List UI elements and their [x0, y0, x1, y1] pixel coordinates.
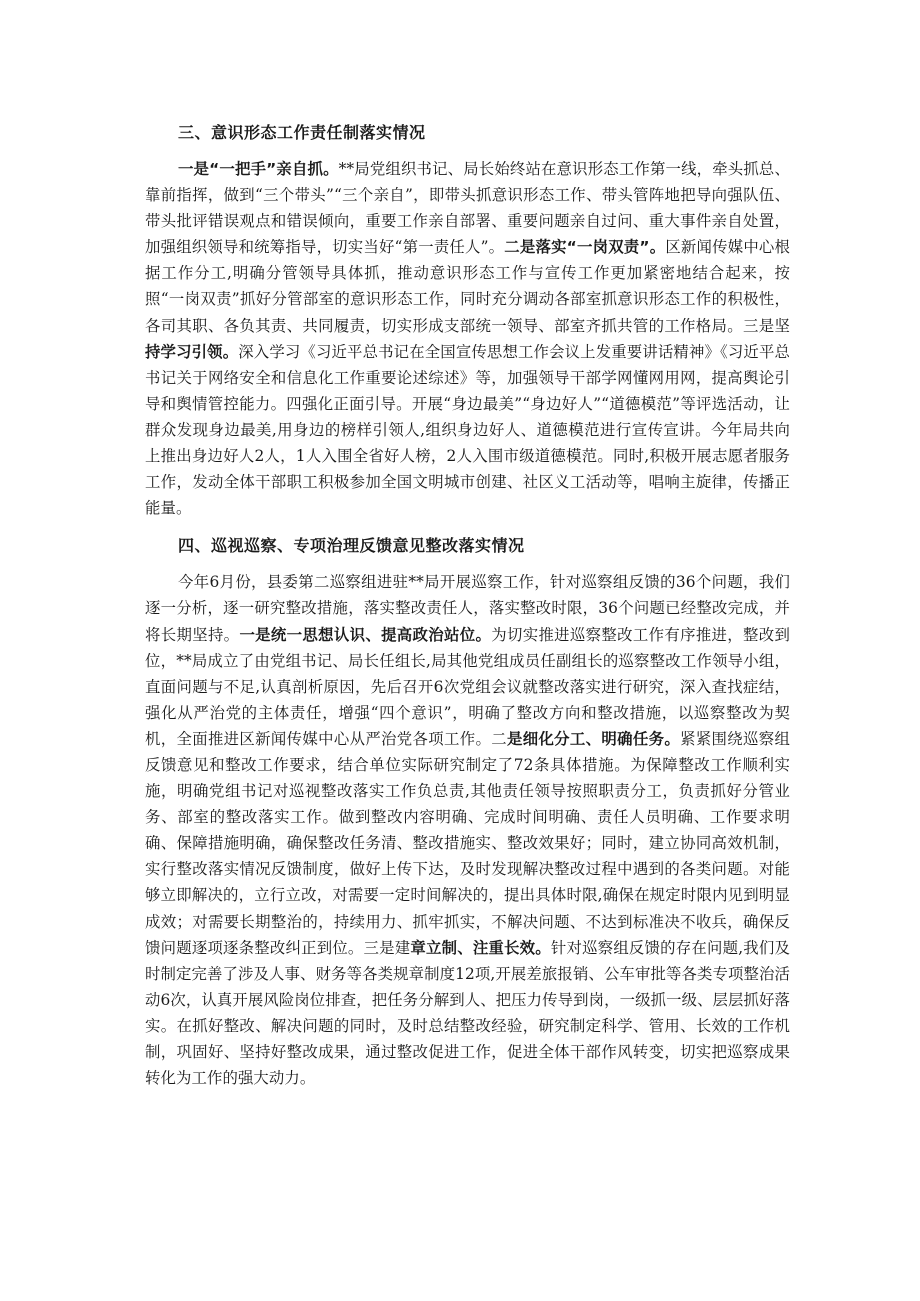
body-text: 针对巡察组反馈的存在问题,我们及时制定完善了涉及人事、财务等各类规章制度12项,开展差旅报销、公车审批等各类专项整治活动6次，认真开展风险岗位排查，把任务分解到人、把压力传导到岗，一级抓一级、层层抓好落实。在抓好整改、解决问题的同时，及时总结整改经验，研究制定科学、管用、长效的工作机制，巩固好、坚持好整改成果，通过整改促进工作，促进全体干部作风转变，切实把巡察成果转化为工作的强大动力。 [145, 938, 791, 1088]
section-heading-3: 三、意识形态工作责任制落实情况 [178, 123, 426, 142]
lead-phrase: 一是“一把手”亲自抓。 [178, 160, 339, 178]
body-text: 深入学习《习近平总书记在全国宣传思想工作会议上发重要讲话精神》《习近平总书记关于网络安全和信息化工作重要论述综述》等，加强领导干部学网懂网用网，提高舆论引导和舆情管控能力。四强化正面引导。开展“身边最美”“身边好人”“道德模范”等评选活动，让群众发现身边最美,用身边的榜样引领人,组织身边好人、道德模范进行宣传宣讲。今年局共向上推出身边好人2人，1人入围全省好人榜，2人入围市级道德模范。同时,积极开展志愿者服务工作，发动全体干部职工积极参加全国文明城市创建、社区义工活动等，唱响主旋律，传播正能量。 [145, 342, 790, 518]
section-heading-4: 四、巡视巡察、专项治理反馈意见整改落实情况 [178, 536, 525, 556]
lead-phrase: 一是统一思想认识、提高政治站位。 [239, 625, 492, 644]
body-text: 紧紧围绕巡察组反馈意见和整改工作要求，结合单位实际研究制定了72条具体措施。为保障整改工作顺利实施，明确党组书记对巡视整改落实工作负总责,其他责任领导按照职责分工，负责抓好分管业务、部室的整改落实工作。做到整改内容明确、完成时间明确、责任人员明确、工作要求明确、保障措施明确，确保整改任务清、整改措施实、整改效果好；同时，建立协同高效机制，实行整改落实情况反馈制度，做好上传下达，及时发现解决整改过程中遇到的各类问题。对能够立即解决的，立行立改，对需要一定时间解决的，提出具体时限,确保在规定时限内见到明显成效；对需要长期整治的，持续用力、抓牢抓实，不解决问题、不达到标准决不收兵，确保反馈问题逐项逐条整改纠正到位。三是建 [145, 729, 790, 957]
lead-phrase: 章立制、注重长效。 [410, 938, 551, 957]
body-text: 今年6月份，县委第二巡察组进驻**局开展巡察工作，针对巡察组反馈的36个问题，我们逐一分析，逐一研究整改措施，落实整改责任人，落实整改时限，36个问题已经整改完成，并将长期坚持。 [145, 573, 790, 644]
body-text: 为切实推进巡察整改工作有序推进，整改到位，**局成立了由党组书记、局长任组长,局其他党组成员任副组长的巡察整改工作领导小组，直面问题与不足,认真剖析原因，先后召开6次党组会议就整改落实进行研究，深入查找症结，强化从严治党的主体责任，增强“四个意识”，明确了整改方向和整改措施，以巡察整改为契机，全面推进区新闻传媒中心从严治党各项工作。二 [145, 625, 790, 748]
body-text: 区新闻传媒中心根据工作分工,明确分管领导具体抓，推动意识形态工作与宣传工作更加紧密地结合起来，按照“一岗双责”抓好分管部室的意识形态工作，同时充分调动各部室抓意识形态工作的积极性，各司其职、各负其责、共同履责，切实形成支部统一领导、部室齐抓共管的工作格局。 [145, 238, 790, 335]
lead-phrase: 二是落实“一岗双责”。 [504, 238, 666, 257]
section-paragraph-4 [145, 569, 790, 1091]
lead-phrase: 是细化分工、明确任务。 [506, 729, 681, 748]
lead-phrase: 持学习引领。 [145, 342, 239, 361]
document-page [145, 118, 790, 1091]
body-text: **局党组织书记、局长始终站在意识形态工作第一线，牵头抓总、靠前指挥，做到“三个带头”“三个亲自”，即带头抓意识形态工作、带头管阵地把导向强队伍、带头批评错误观点和错误倾向，重要工作亲自部署、重要问题亲自过问、重大事件亲自处置，加强组织领导和统筹指导，切实当好“第一责任人”。 [145, 160, 790, 257]
section-paragraph-3 [145, 156, 790, 521]
body-text: 三是坚 [743, 316, 790, 335]
